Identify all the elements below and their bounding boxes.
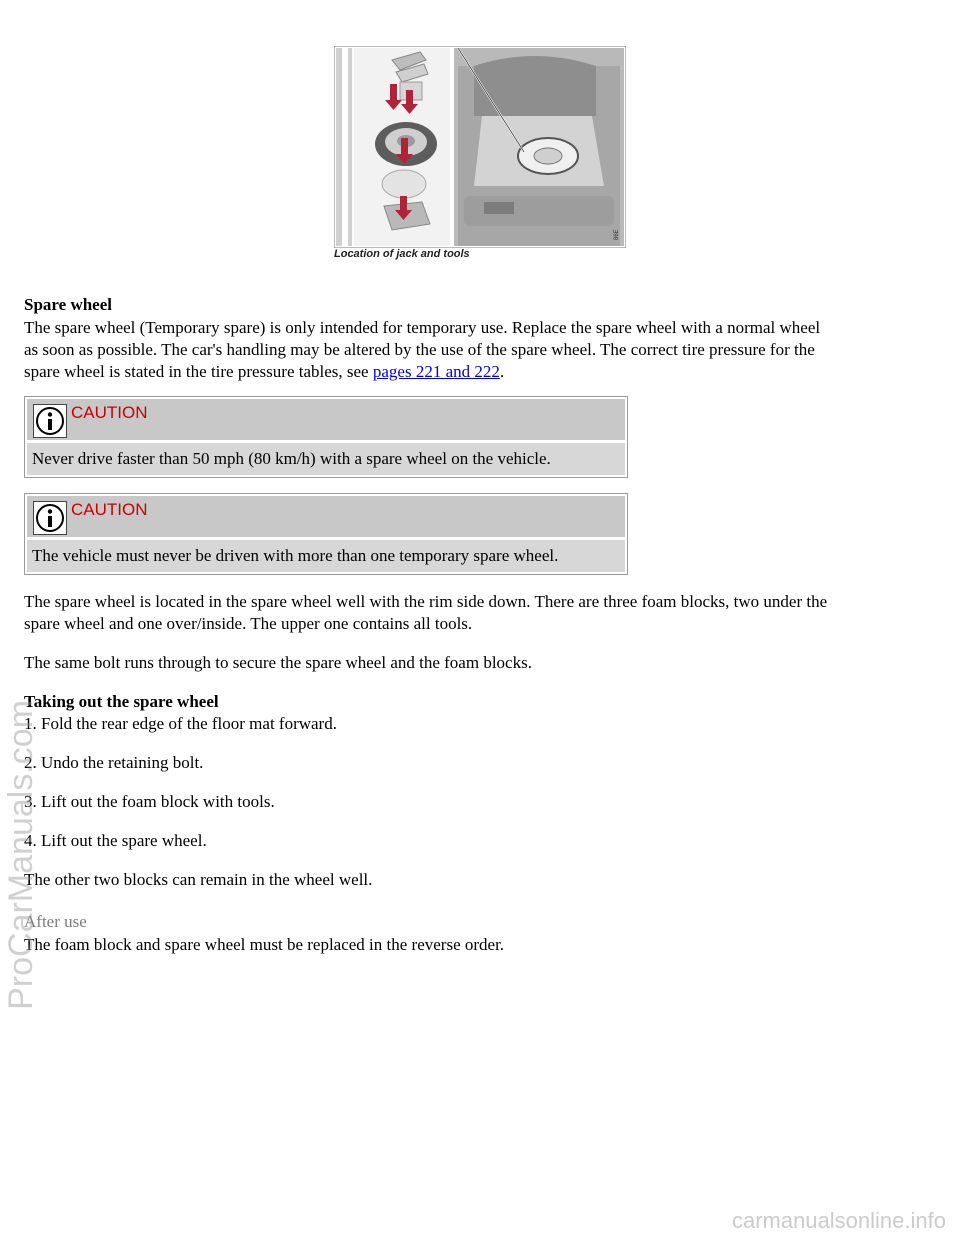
- caution-box-one-spare: [24, 493, 628, 575]
- section-heading-taking-out: Taking out the spare wheel: [24, 692, 219, 711]
- intro-line-3-text: spare wheel is stated in the tire pressure tables, see: [24, 362, 373, 381]
- car-boot-illustration: [454, 48, 624, 246]
- caution-title: CAUTION: [71, 500, 148, 519]
- procedure-step-2: 2. Undo the retaining bolt.: [24, 753, 204, 772]
- after-use-text: The foam block and spare wheel must be replaced in the reverse order.: [24, 935, 505, 954]
- intro-line-2: as soon as possible. The car's handling may be altered by the use of the spare wheel. The correct tire pressure for the: [24, 340, 815, 359]
- caution-title: CAUTION: [71, 403, 148, 422]
- caution-header: [27, 399, 625, 440]
- section-heading-spare-wheel: Spare wheel: [24, 295, 112, 314]
- jack-tools-illustration: [334, 46, 626, 264]
- body-para-1-line-2: spare wheel and one over/inside. The upper one contains all tools.: [24, 614, 473, 633]
- intro-line-3: [24, 360, 504, 383]
- procedure-step-1: 1. Fold the rear edge of the floor mat forward.: [24, 714, 337, 733]
- side-watermark-text: ProCarManuals.com: [2, 700, 40, 1010]
- footer-watermark: carmanualsonline.info: [731, 1208, 946, 1233]
- body-para-2: The same bolt runs through to secure the spare wheel and the foam blocks.: [24, 653, 532, 672]
- intro-line-1: The spare wheel (Temporary spare) is only intended for temporary use. Replace the spare wheel with a normal wheel: [24, 318, 821, 337]
- info-icon: [33, 501, 67, 535]
- procedure-note: The other two blocks can remain in the wheel well.: [24, 870, 373, 889]
- tire-pressure-pages-link[interactable]: pages 221 and 222: [372, 362, 500, 381]
- caution-text: Never drive faster than 50 mph (80 km/h) with a spare wheel on the vehicle.: [27, 443, 625, 475]
- procedure-step-3: 3. Lift out the foam block with tools.: [24, 792, 275, 811]
- side-watermark: [0, 700, 40, 1010]
- caution-box-speed: [24, 396, 628, 478]
- intro-line-3-end: .: [499, 362, 505, 381]
- caution-header: [27, 496, 625, 537]
- info-icon: [33, 404, 67, 438]
- body-para-1-line-1: The spare wheel is located in the spare wheel well with the rim side down. There are three foam blocks, two under the: [24, 592, 828, 611]
- procedure-step-4: 4. Lift out the spare wheel.: [24, 831, 207, 850]
- section-heading-after-use: After use: [24, 912, 87, 931]
- caution-text: The vehicle must never be driven with more than one temporary spare wheel.: [27, 540, 625, 572]
- figure-caption: Location of jack and tools: [334, 248, 470, 260]
- illustration-svg: [334, 46, 626, 248]
- figure-code: 86E: [614, 229, 620, 240]
